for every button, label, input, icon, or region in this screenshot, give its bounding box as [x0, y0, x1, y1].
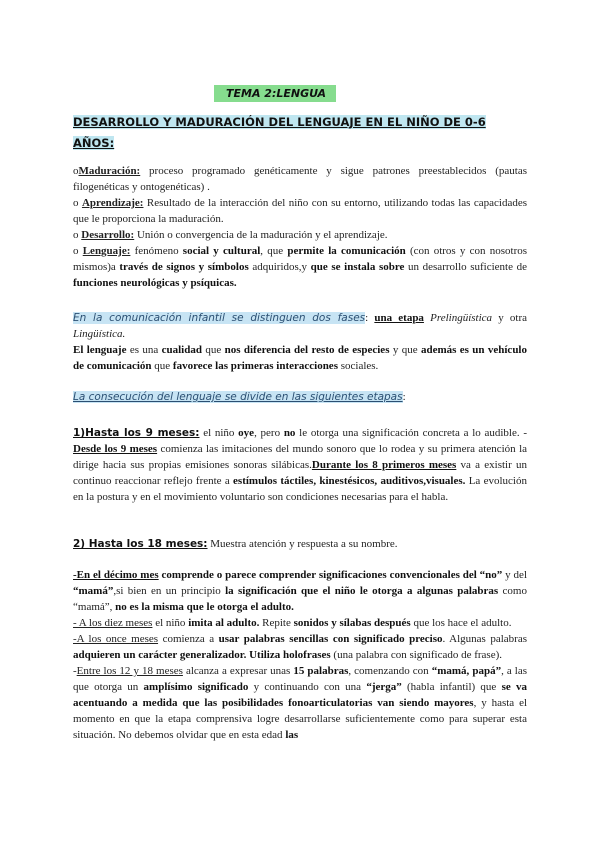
bold-text: imita al adulto.: [188, 617, 260, 629]
text: un desarrollo suficiente de: [404, 261, 527, 273]
italic-text: Prelingüística: [430, 312, 493, 324]
bold-underlined-text: -En el décimo mes: [73, 569, 159, 581]
section-heading: La consecución del lenguaje se divide en las siguientes etapas: [73, 391, 403, 403]
text: el niño: [199, 427, 239, 439]
definitions-section: [73, 163, 527, 291]
text: . Algunas palabras: [442, 633, 527, 645]
bold-underlined-text: Durante los 8 primeros meses: [311, 459, 457, 471]
stage-label: 1)Hasta los 9 meses:: [73, 427, 200, 439]
fases-intro: [73, 310, 527, 342]
stage-9-text: [73, 425, 527, 505]
bold-text: sonidos y sílabas después: [293, 617, 411, 629]
text: que: [201, 344, 225, 356]
topic-label: TEMA 2:LENGUA: [214, 85, 336, 102]
text: y que: [389, 344, 421, 356]
bold-text: “mamá”: [73, 585, 114, 597]
milestone-12-18-months: [73, 663, 527, 743]
text: que los hace el adulto.: [410, 617, 512, 629]
bold-text: no: [283, 427, 296, 439]
bold-text: permite la comunicación: [287, 245, 406, 257]
fases-body: [73, 342, 527, 374]
stage-18-months: [73, 536, 527, 552]
stage-9-months: [73, 425, 527, 505]
text: va a existir un continuo reaccionar reflejo frente a: [73, 459, 527, 487]
page-title-text: DESARROLLO Y MADURACIÓN DEL LENGUAJE EN EL NIÑO DE 0-6 AÑOS:: [73, 115, 486, 150]
definition-desarrollo: [73, 227, 527, 243]
etapas-heading: [73, 389, 527, 405]
bold-text: El lenguaje: [73, 344, 127, 356]
bold-text: amplísimo significado: [143, 681, 249, 693]
bold-text: funciones neurológicas y psíquicas.: [73, 277, 237, 289]
milestone-10th-month: [73, 567, 527, 615]
text: (con otros y con nosotros mismos)a: [73, 245, 528, 273]
bold-text: las: [285, 729, 299, 741]
bold-text: 15 palabras: [293, 665, 349, 677]
milestone-10-months: [73, 615, 527, 631]
bold-text: la significación que el niño le otorga a algunas palabras: [225, 585, 499, 597]
bold-text: “mamá, papá”: [431, 665, 502, 677]
bold-text: nos diferencia del resto de especies: [224, 344, 390, 356]
bold-text: se va acentuando a medida que las posibilidades fonoarticulatorias van siendo mayores: [73, 681, 527, 709]
section-heading: En la comunicación infantil se distinguen dos fases: [73, 312, 366, 324]
bullet: o: [73, 165, 79, 177]
term: Lenguaje:: [82, 245, 131, 257]
definition-text: Resultado de la interacción del niño con su entorno, utilizando todas las capacidades que le proporciona la maduración.: [73, 197, 528, 225]
definition-lenguaje: [73, 243, 527, 291]
bold-underlined-text: Desde los 9 meses: [73, 443, 158, 455]
text: fenómeno: [130, 245, 183, 257]
text: el niño: [152, 617, 189, 629]
underlined-text: Entre los 12 y 18 meses: [76, 665, 183, 677]
text: le otorga una significación concreta a lo audible. -: [295, 427, 527, 439]
etapas-heading-line: [73, 389, 527, 405]
bullet: o: [73, 229, 82, 241]
text: es una: [126, 344, 162, 356]
bold-text: oye: [238, 427, 255, 439]
text: adquiridos,y: [248, 261, 311, 273]
text: y otra: [498, 312, 528, 324]
text: comienza las imitaciones del mundo sonoro que lo rodea y su primera atención la dirige hacia sus propias emisiones sonoras silábicas.: [73, 443, 528, 471]
bold-text: además es un vehículo de comunicación: [73, 344, 527, 372]
text: ,si bien en un principio: [113, 585, 226, 597]
text: que: [151, 360, 173, 372]
definition-aprendizaje: [73, 195, 527, 227]
definition-text: proceso programado genéticamente y sigue patrones preestablecidos (pautas filogenéticas y ontogenéticas) .: [73, 165, 527, 193]
stage-18-text: [73, 536, 527, 552]
bold-text: no es la misma que le otorga el adulto.: [115, 601, 294, 613]
bold-text: que se instala sobre: [310, 261, 405, 273]
definition-text: Unión o convergencia de la maduración y el aprendizaje.: [134, 229, 388, 241]
text: :: [365, 312, 375, 324]
bold-text: través de signos y símbolos: [119, 261, 249, 273]
text: (habla infantil) que: [401, 681, 502, 693]
bold-text: favorece las primeras interacciones: [172, 360, 338, 372]
text: , que: [260, 245, 288, 257]
bold-text: estímulos táctiles, kinestésicos, auditivos,visuales.: [233, 475, 466, 487]
bold-text: comprende o parece comprender significaciones convencionales del “no”: [158, 569, 503, 581]
text: , pero: [254, 427, 284, 439]
bullet: o: [73, 245, 83, 257]
text: como “mamá”,: [73, 585, 527, 613]
text: , y hasta el momento en que la etapa comprensiva logre desarrollarse suficientemente como para superar esta situación. No debemos olvidar que en esta edad: [73, 697, 528, 741]
term: Aprendizaje:: [81, 197, 144, 209]
text: comienza a: [158, 633, 219, 645]
text: Muestra atención y respuesta a su nombre.: [207, 538, 398, 550]
text: Repite: [259, 617, 294, 629]
text: (una palabra con significado de frase).: [330, 649, 503, 661]
bold-text: social y cultural: [182, 245, 261, 257]
fases-section: [73, 310, 527, 374]
bold-text: una etapa: [374, 312, 424, 324]
bullet: o: [73, 197, 82, 209]
underlined-text: - A los diez meses: [73, 617, 153, 629]
bold-text: cualidad: [161, 344, 202, 356]
underlined-text: -A los once meses: [73, 633, 159, 645]
term: Maduración:: [78, 165, 141, 177]
page-title: [73, 112, 527, 154]
italic-text: Lingüística.: [73, 328, 126, 340]
bold-text: adquieren un carácter generalizador. Utiliza holofrases: [73, 649, 331, 661]
stage-label: 2) Hasta los 18 meses:: [73, 538, 208, 550]
text: y del: [502, 569, 527, 581]
text: , a las que otorga un: [73, 665, 528, 693]
milestone-11-months: [73, 631, 527, 663]
text: y continuando con una: [248, 681, 367, 693]
text: sociales.: [337, 360, 379, 372]
text: -: [73, 665, 77, 677]
milestones-section: [73, 567, 527, 743]
text: La evolución en la postura y en el movimiento voluntario son condiciones necesarias para el habla.: [73, 475, 527, 503]
text: , comenzando con: [348, 665, 432, 677]
bold-text: usar palabras sencillas con significado preciso: [218, 633, 443, 645]
term: Desarrollo:: [81, 229, 135, 241]
bold-text: “jerga”: [366, 681, 402, 693]
text: alcanza a expresar unas: [182, 665, 294, 677]
text: :: [402, 391, 406, 403]
definition-maduracion: [73, 163, 527, 195]
